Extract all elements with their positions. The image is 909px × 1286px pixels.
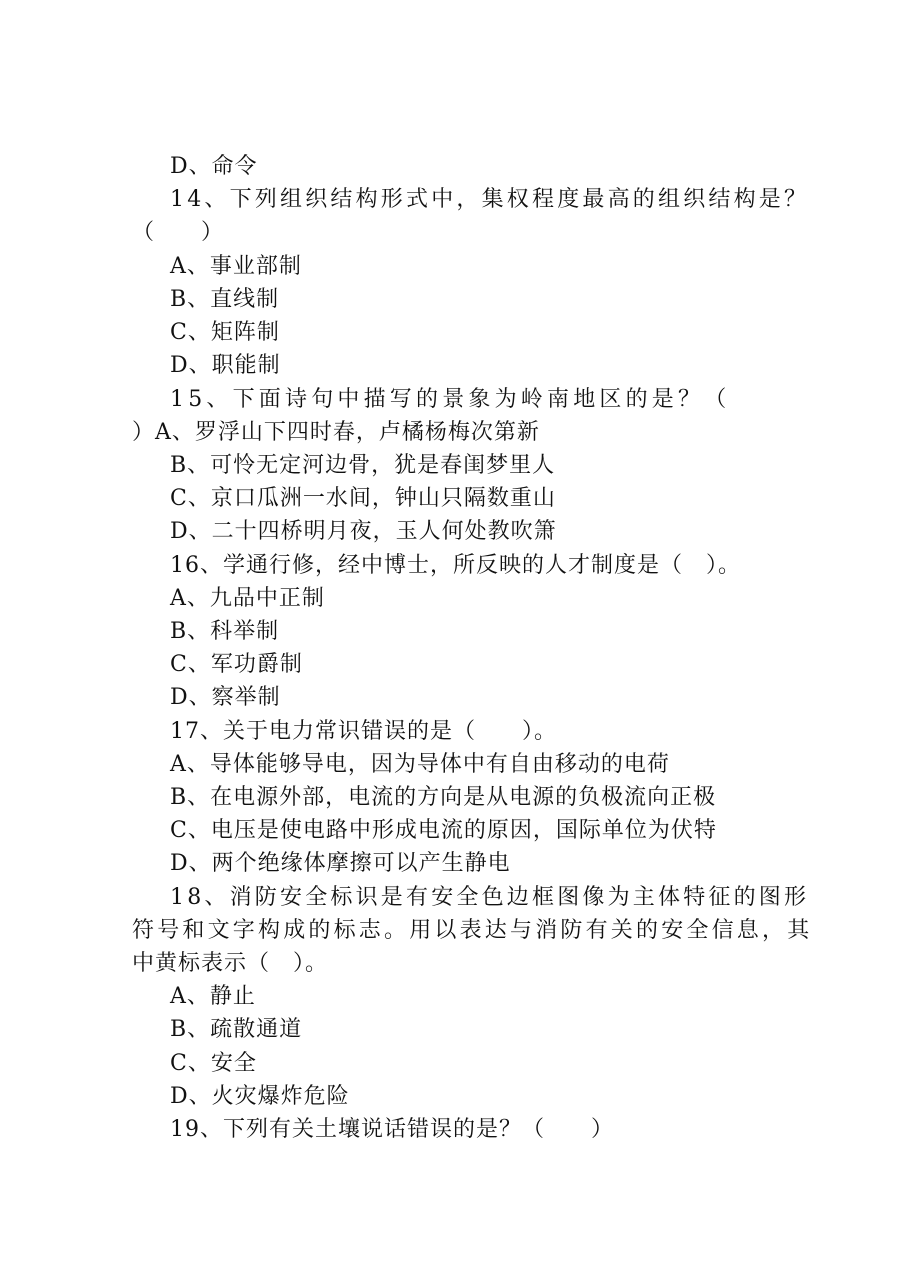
q17-option-d: D、两个绝缘体摩擦可以产生静电 xyxy=(170,851,511,876)
q15-option-c: C、京口瓜洲一水间，钟山只隔数重山 xyxy=(170,486,556,511)
q19-question: 19、下列有关土壤说话错误的是？（ ） xyxy=(170,1117,614,1142)
q18-option-b: B、疏散通道 xyxy=(170,1017,303,1042)
q14-option-b: B、直线制 xyxy=(170,287,280,312)
q14-option-d: D、职能制 xyxy=(170,353,281,378)
q16-option-c: C、军功爵制 xyxy=(170,652,303,677)
q16-question: 16、学通行修，经中博士，所反映的人才制度是（ ）。 xyxy=(170,553,741,578)
q18-question-line2: 符号和文字构成的标志。用以表达与消防有关的安全信息，其 xyxy=(132,918,813,943)
q14-question: 14、下列组织结构形式中，集权程度最高的组织结构是？ xyxy=(170,187,810,212)
q14-option-c: C、矩阵制 xyxy=(170,320,280,345)
q18-option-d: D、火灾爆炸危险 xyxy=(170,1084,350,1109)
q15-option-a: ）A、罗浮山下四时春，卢橘杨梅次第新 xyxy=(132,420,540,445)
q17-question: 17、关于电力常识错误的是（ ）。 xyxy=(170,719,557,744)
q14-option-a: A、事业部制 xyxy=(170,254,302,279)
q18-question-line1: 18、消防安全标识是有安全色边框图像为主体特征的图形 xyxy=(170,885,810,910)
q17-option-a: A、导体能够导电，因为导体中有自由移动的电荷 xyxy=(170,752,670,777)
q16-option-d: D、察举制 xyxy=(170,685,281,710)
q15-option-b: B、可怜无定河边骨，犹是春闺梦里人 xyxy=(170,453,556,478)
q13-option-d: D、命令 xyxy=(170,154,258,179)
q17-option-c: C、电压是使电路中形成电流的原因，国际单位为伏特 xyxy=(170,818,717,843)
q18-option-c: C、安全 xyxy=(170,1051,257,1076)
q15-option-d: D、二十四桥明月夜，玉人何处教吹箫 xyxy=(170,519,557,544)
q15-question: 15、下面诗句中描写的景象为岭南地区的是？（ xyxy=(170,387,731,412)
q18-question-line3: 中黄标表示（ ）。 xyxy=(132,951,329,976)
q16-option-b: B、科举制 xyxy=(170,619,280,644)
q18-option-a: A、静止 xyxy=(170,984,256,1009)
q17-option-b: B、在电源外部，电流的方向是从电源的负极流向正极 xyxy=(170,785,717,810)
q16-option-a: A、九品中正制 xyxy=(170,586,325,611)
q14-answer-blank: （ ） xyxy=(132,220,225,245)
